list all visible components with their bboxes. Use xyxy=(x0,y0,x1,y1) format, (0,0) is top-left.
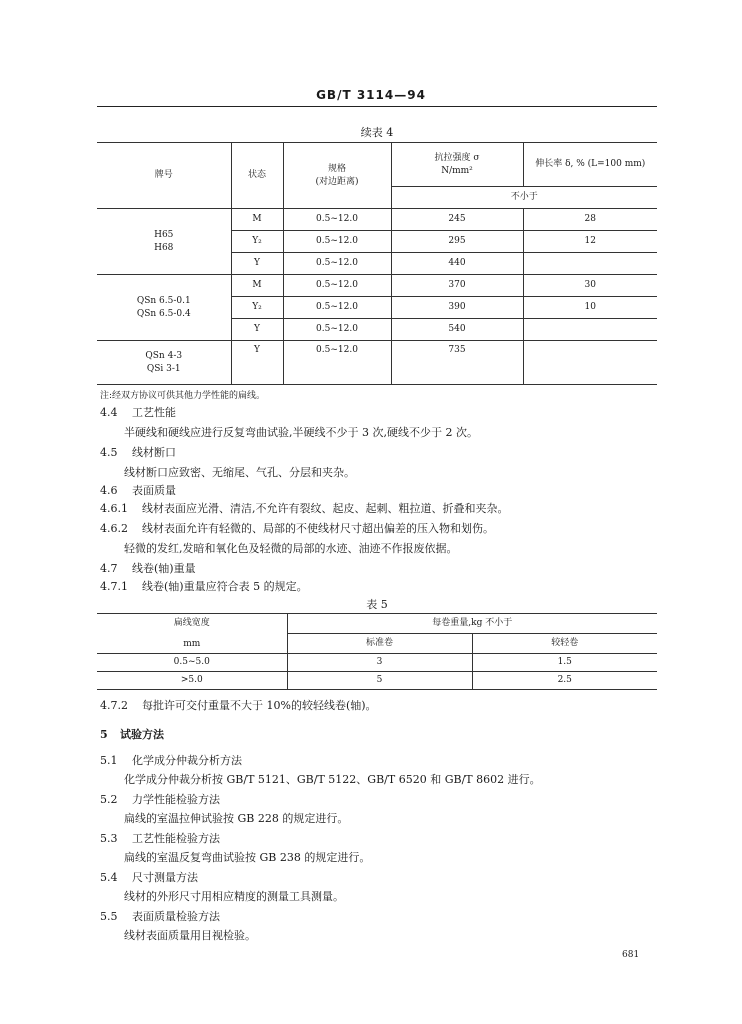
standard-cell: 3 xyxy=(287,654,472,672)
elong-cell: 28 xyxy=(523,209,657,231)
section-heading xyxy=(100,908,220,924)
table4-caption: 续表 4 xyxy=(360,126,394,139)
grade-line: H65 xyxy=(154,229,174,240)
section-heading xyxy=(100,444,176,460)
tensile-cell: 245 xyxy=(391,209,523,231)
section-body: 线材的外形尺寸用相应精度的测量工具测量。 xyxy=(124,890,344,903)
tensile-cell: 370 xyxy=(391,275,523,297)
table-4 xyxy=(97,142,657,385)
tensile-cell: 735 xyxy=(391,341,523,385)
grade-cell xyxy=(97,275,231,341)
state-cell: Y₂ xyxy=(231,297,283,319)
section-title: 线材断口 xyxy=(132,446,176,459)
table-row xyxy=(97,275,657,297)
grade-line: QSi 3-1 xyxy=(146,363,181,374)
section-number: 4.4 xyxy=(100,406,118,419)
section-title: 力学性能检验方法 xyxy=(132,793,220,806)
section-number: 5.5 xyxy=(100,910,118,923)
elong-cell xyxy=(523,319,657,341)
section-heading xyxy=(100,752,242,768)
section-title: 线卷(轴)重量 xyxy=(132,562,196,575)
th-state: 状态 xyxy=(231,143,283,209)
section-number: 5.1 xyxy=(100,754,118,767)
light-cell: 1.5 xyxy=(472,654,657,672)
spec-cell: 0.5~12.0 xyxy=(283,319,391,341)
elong-cell xyxy=(523,253,657,275)
th-light: 较轻卷 xyxy=(472,634,657,654)
section-number: 5.2 xyxy=(100,793,118,806)
state-cell: Y xyxy=(231,319,283,341)
section-body: 化学成分仲裁分析按 GB/T 5121、GB/T 5122、GB/T 6520 和 GB/T 8602 进行。 xyxy=(124,773,541,786)
item-number: 4.6.2 xyxy=(100,522,128,535)
item-text: 线材表面应光滑、清洁,不允许有裂纹、起皮、起刺、粗拉道、折叠和夹杂。 xyxy=(142,502,509,515)
table-row xyxy=(97,209,657,231)
chapter-heading xyxy=(100,726,164,742)
table-row xyxy=(97,672,657,690)
tensile-cell: 390 xyxy=(391,297,523,319)
grade-line: QSn 6.5-0.1 xyxy=(136,295,191,306)
th-tensile-line1: 抗拉强度 σ xyxy=(434,152,480,163)
section-body: 半硬线和硬线应进行反复弯曲试验,半硬线不少于 3 次,硬线不少于 2 次。 xyxy=(124,426,478,439)
spec-cell: 0.5~12.0 xyxy=(283,209,391,231)
width-cell: >5.0 xyxy=(97,672,287,690)
item-text: 线卷(轴)重量应符合表 5 的规定。 xyxy=(142,580,308,593)
spec-cell: 0.5~12.0 xyxy=(283,253,391,275)
table-row xyxy=(97,654,657,672)
document-header: GB/T 3114—94 xyxy=(316,88,426,102)
spec-cell: 0.5~12.0 xyxy=(283,275,391,297)
th-grade: 牌号 xyxy=(97,143,231,209)
state-cell: Y xyxy=(231,253,283,275)
state-cell: Y₂ xyxy=(231,231,283,253)
th-spec xyxy=(283,143,391,209)
section-number: 5.4 xyxy=(100,871,118,884)
th-width xyxy=(97,614,287,654)
th-width-line2: mm xyxy=(183,638,201,649)
grade-cell xyxy=(97,209,231,275)
item-number: 4.7.2 xyxy=(100,699,128,712)
section-number: 5.3 xyxy=(100,832,118,845)
grade-line: QSn 6.5-0.4 xyxy=(136,308,191,319)
table4-note: 注:经双方协议可供其他力学性能的扁线。 xyxy=(100,391,266,401)
header-rule xyxy=(97,106,657,107)
standard-cell: 5 xyxy=(287,672,472,690)
item-number: 4.6.1 xyxy=(100,502,128,515)
table-5 xyxy=(97,613,657,690)
chapter-title: 试验方法 xyxy=(120,728,164,741)
th-spec-line1: 规格 xyxy=(327,163,346,174)
section-title: 工艺性能检验方法 xyxy=(132,832,220,845)
section-title: 表面质量 xyxy=(132,484,176,497)
th-elongation: 伸长率 δ, % (L=100 mm) xyxy=(523,143,657,187)
grade-line: QSn 4-3 xyxy=(145,350,183,361)
th-width-line1: 扁线宽度 xyxy=(173,617,210,628)
section-title: 工艺性能 xyxy=(132,406,176,419)
th-standard: 标准卷 xyxy=(287,634,472,654)
light-cell: 2.5 xyxy=(472,672,657,690)
section-title: 尺寸测量方法 xyxy=(132,871,198,884)
grade-cell xyxy=(97,341,231,385)
th-spec-line2: (对边距离) xyxy=(315,176,359,187)
chapter-number: 5 xyxy=(100,728,108,741)
list-item xyxy=(100,578,308,594)
width-cell: 0.5~5.0 xyxy=(97,654,287,672)
tensile-cell: 295 xyxy=(391,231,523,253)
spec-cell: 0.5~12.0 xyxy=(283,341,391,385)
state-cell: M xyxy=(231,209,283,231)
section-body: 线材断口应致密、无缩尾、气孔、分层和夹杂。 xyxy=(124,466,355,479)
item-text: 线材表面允许有轻微的、局部的不使线材尺寸超出偏差的压入物和划伤。 xyxy=(142,522,494,535)
section-title: 化学成分仲裁分析方法 xyxy=(132,754,242,767)
th-tensile xyxy=(391,143,523,187)
grade-line: H68 xyxy=(154,242,174,253)
th-min: 不小于 xyxy=(391,187,657,209)
section-body: 扁线的室温拉伸试验按 GB 228 的规定进行。 xyxy=(124,812,349,825)
list-item xyxy=(100,697,377,713)
table5-caption: 表 5 xyxy=(366,598,388,611)
table-row xyxy=(97,341,657,385)
elong-cell: 12 xyxy=(523,231,657,253)
section-title: 表面质量检验方法 xyxy=(132,910,220,923)
section-heading xyxy=(100,869,198,885)
elong-cell xyxy=(523,341,657,385)
elong-cell: 30 xyxy=(523,275,657,297)
elong-cell: 10 xyxy=(523,297,657,319)
item-text: 每批许可交付重量不大于 10%的较轻线卷(轴)。 xyxy=(142,699,377,712)
section-number: 4.5 xyxy=(100,446,118,459)
section-number: 4.7 xyxy=(100,562,118,575)
section-heading xyxy=(100,404,176,420)
th-weight: 每卷重量,kg 不小于 xyxy=(287,614,657,634)
section-heading xyxy=(100,830,220,846)
item-number: 4.7.1 xyxy=(100,580,128,593)
spec-cell: 0.5~12.0 xyxy=(283,297,391,319)
section-heading xyxy=(100,791,220,807)
section-body: 线材表面质量用目视检验。 xyxy=(124,929,256,942)
section-heading xyxy=(100,560,196,576)
section-number: 4.6 xyxy=(100,484,118,497)
list-item xyxy=(100,520,494,536)
tensile-cell: 440 xyxy=(391,253,523,275)
section-heading xyxy=(100,482,176,498)
spec-cell: 0.5~12.0 xyxy=(283,231,391,253)
tensile-cell: 540 xyxy=(391,319,523,341)
state-cell: Y xyxy=(231,341,283,385)
list-item xyxy=(100,500,509,516)
section-body: 扁线的室温反复弯曲试验按 GB 238 的规定进行。 xyxy=(124,851,371,864)
state-cell: M xyxy=(231,275,283,297)
page-number: 681 xyxy=(622,950,640,960)
th-tensile-line2: N/mm² xyxy=(441,165,473,176)
item-continuation: 轻微的发红,发暗和氧化色及轻微的局部的水迹、油迹不作报废依据。 xyxy=(124,542,458,555)
